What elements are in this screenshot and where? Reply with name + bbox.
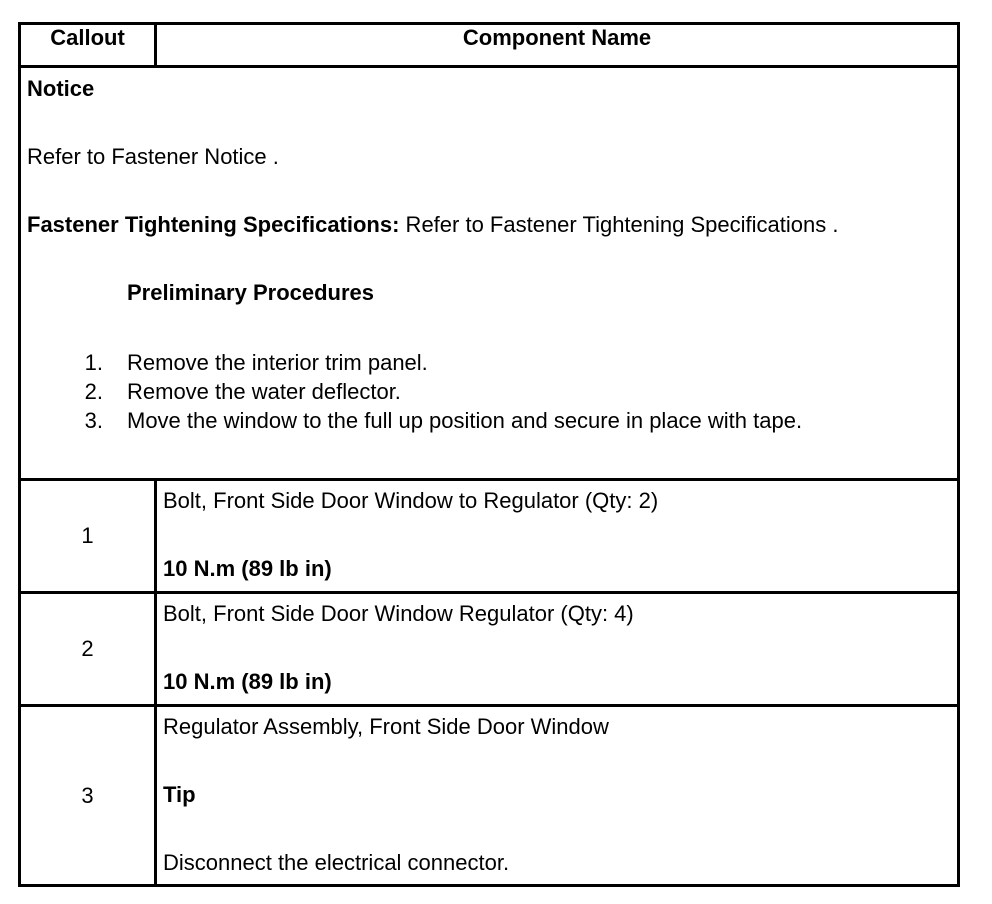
callout-cell: 3 [20, 706, 156, 886]
preliminary-procedures-title: Preliminary Procedures [127, 280, 375, 305]
component-name: Regulator Assembly, Front Side Door Window [163, 714, 609, 739]
torque-spec: 10 N.m (89 lb in) [163, 669, 332, 694]
tip-label: Tip [163, 782, 196, 807]
component-cell [156, 593, 959, 706]
table-row [20, 480, 959, 593]
component-name: Bolt, Front Side Door Window to Regulator (Qty: 2) [163, 488, 659, 513]
component-cell [156, 480, 959, 593]
preliminary-steps-list [27, 348, 957, 435]
component-name-column-header: Component Name [156, 24, 959, 67]
callout-cell: 2 [20, 593, 156, 706]
step-text: Remove the interior trim panel. [127, 350, 428, 375]
callout-column-header: Callout [20, 24, 156, 67]
callout-cell: 1 [20, 480, 156, 593]
list-item [27, 348, 957, 377]
step-number: 2. [84, 379, 103, 404]
component-table [18, 22, 960, 887]
step-number: 1. [84, 350, 103, 375]
fastener-notice-text: Refer to Fastener Notice . [27, 144, 279, 169]
torque-spec: 10 N.m (89 lb in) [163, 556, 332, 581]
notice-title: Notice [27, 76, 95, 101]
step-text: Move the window to the full up position and secure in place with tape. [127, 408, 803, 433]
component-name: Bolt, Front Side Door Window Regulator (Qty: 4) [163, 601, 634, 626]
table-row [20, 593, 959, 706]
list-item [27, 406, 957, 435]
table-header-row [20, 24, 959, 67]
tightening-spec-line [27, 212, 957, 238]
list-item [27, 377, 957, 406]
step-text: Remove the water deflector. [127, 379, 401, 404]
notice-row [20, 67, 959, 480]
table-row [20, 706, 959, 886]
tightening-spec-text: Refer to Fastener Tightening Specifications . [399, 212, 839, 237]
tip-text: Disconnect the electrical connector. [163, 850, 510, 875]
notice-cell [20, 67, 959, 480]
tightening-spec-label: Fastener Tightening Specifications: [27, 212, 400, 237]
step-number: 3. [84, 408, 103, 433]
component-cell [156, 706, 959, 886]
